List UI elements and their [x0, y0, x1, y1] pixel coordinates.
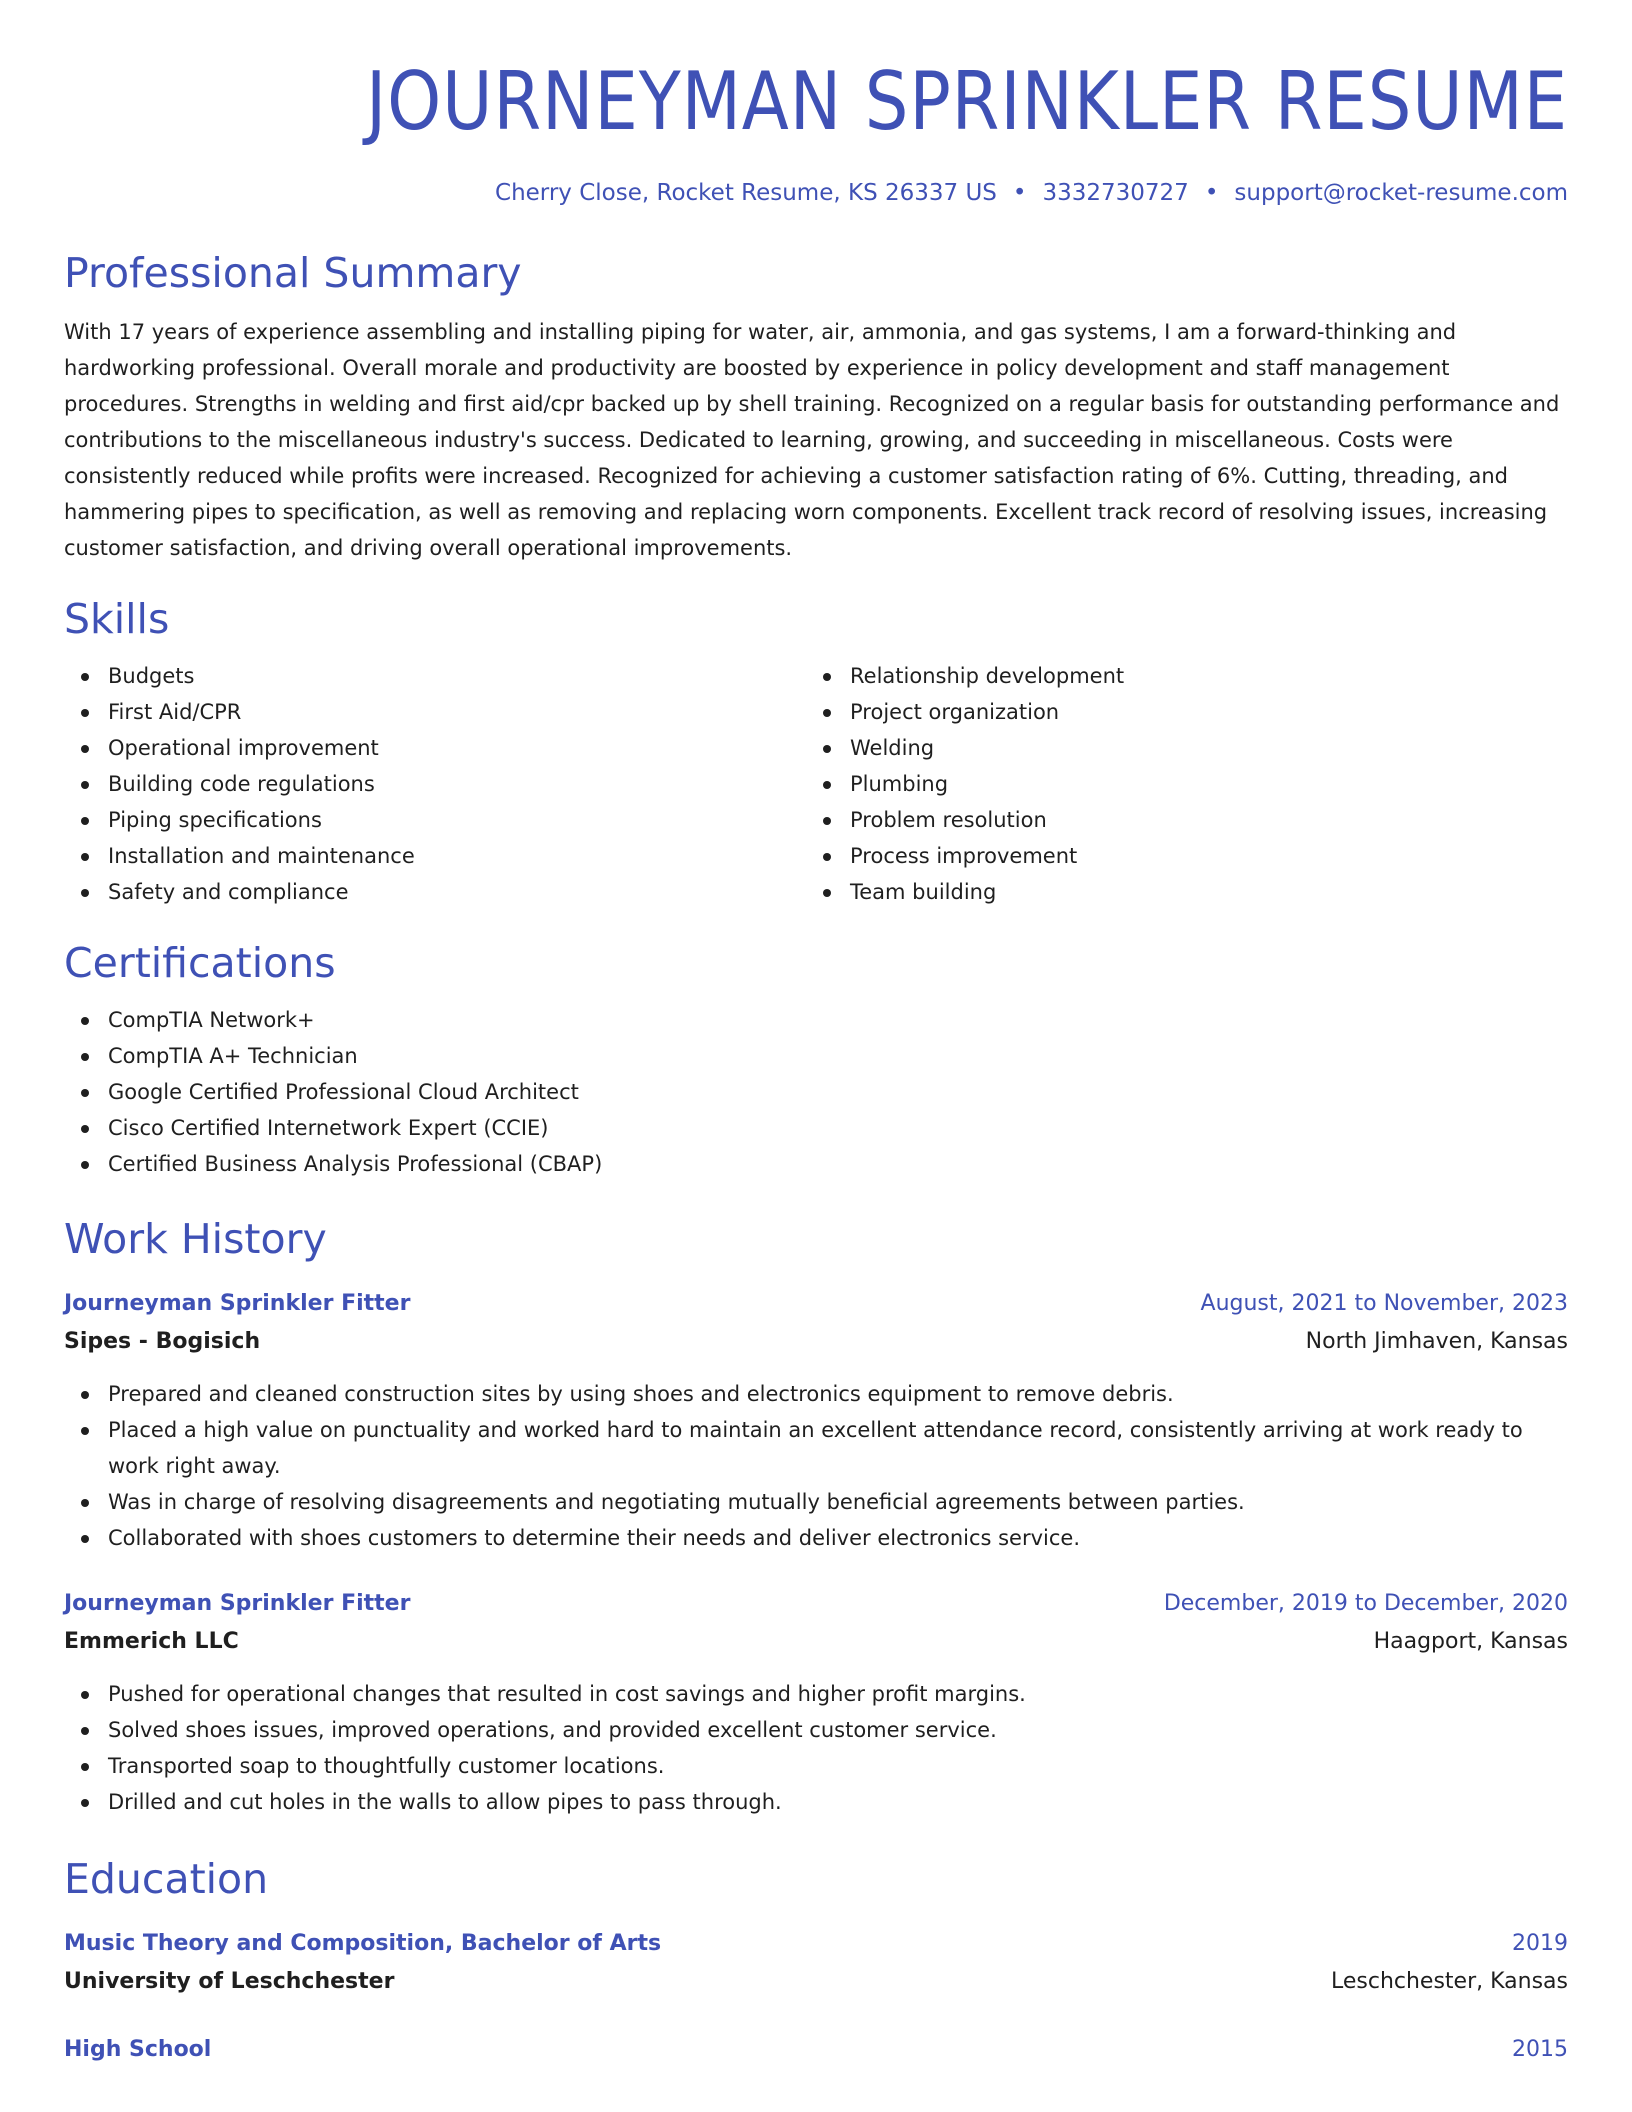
resume-header [64, 56, 1568, 208]
company-name: Emmerich LLC [64, 1629, 239, 1654]
skill-item: Project organization [806, 694, 1548, 730]
job-duties-list [64, 1376, 1568, 1556]
skill-item: Plumbing [806, 766, 1548, 802]
education-year: 2019 [1512, 1931, 1568, 1956]
job-duty: Transported soap to thoughtfully customer locations. [64, 1748, 1568, 1784]
job-location: Haagport, Kansas [1373, 1629, 1568, 1654]
section-title-work-history: Work History [64, 1215, 327, 1263]
school-location: Leschchester, Kansas [1330, 1969, 1568, 1994]
contact-email[interactable]: support@rocket-resume.com [1234, 180, 1568, 206]
job-title: Journeyman Sprinkler Fitter [64, 1291, 411, 1316]
contact-line [64, 178, 1568, 208]
education-year: 2015 [1512, 2037, 1568, 2062]
job-duties-list [64, 1676, 1568, 1820]
skill-item: Problem resolution [806, 802, 1548, 838]
company-name: Sipes - Bogisich [64, 1329, 261, 1354]
job-dates: August, 2021 to November, 2023 [1200, 1291, 1568, 1316]
skill-item: Team building [806, 874, 1548, 910]
skill-item: Budgets [64, 658, 806, 694]
job-location: North Jimhaven, Kansas [1305, 1329, 1568, 1354]
skill-item: Installation and maintenance [64, 838, 806, 874]
job-duty: Placed a high value on punctuality and worked hard to maintain an excellent attendance record, consistently arriving at work ready to work right away. [64, 1412, 1568, 1484]
education-entry [64, 1926, 1568, 2002]
contact-separator: • [1012, 180, 1027, 206]
resume-title: JOURNEYMAN SPRINKLER RESUME [366, 55, 1568, 148]
section-title-certifications: Certifications [64, 939, 336, 987]
job-duty: Prepared and cleaned construction sites by using shoes and electronics equipment to remove debris. [64, 1376, 1568, 1412]
job-duty: Drilled and cut holes in the walls to allow pipes to pass through. [64, 1784, 1568, 1820]
skill-item: Relationship development [806, 658, 1548, 694]
job-duty: Pushed for operational changes that resulted in cost savings and higher profit margins. [64, 1676, 1568, 1712]
section-title-skills: Skills [64, 595, 170, 643]
skills-list-right [806, 658, 1548, 910]
work-entry-subheader [64, 1322, 1568, 1362]
contact-address: Cherry Close, Rocket Resume, KS 26337 US [495, 180, 997, 206]
work-entry-header [64, 1586, 1568, 1622]
education-entry-subheader [64, 1962, 1568, 2002]
education-entry-header [64, 2032, 1568, 2068]
skills-list-left [64, 658, 806, 910]
certifications-list [64, 1002, 1568, 1182]
work-entry-header [64, 1286, 1568, 1322]
skill-item: Building code regulations [64, 766, 806, 802]
work-entry [64, 1586, 1568, 1820]
work-entry [64, 1286, 1568, 1556]
degree-name: Music Theory and Composition, Bachelor of Arts [64, 1931, 662, 1956]
job-dates: December, 2019 to December, 2020 [1163, 1591, 1568, 1616]
education-entry-header [64, 1926, 1568, 1962]
section-title-education: Education [64, 1855, 269, 1903]
skill-item: First Aid/CPR [64, 694, 806, 730]
certification-item: Cisco Certified Internetwork Expert (CCIE) [64, 1110, 1568, 1146]
job-title: Journeyman Sprinkler Fitter [64, 1591, 411, 1616]
summary-text: With 17 years of experience assembling and installing piping for water, air, ammonia, and gas systems, I am a forward-thinking and hardworking professional. Overall morale and productivity are boosted by experience in policy development and staff management procedures. Strengths in welding and first aid/cpr backed up by shell training. Recognized on a regular basis for outstanding performance and contributions to the miscellaneous industry's success. Dedicated to learning, growing, and succeeding in miscellaneous. Costs were consistently reduced while profits were increased. Recognized for achieving a customer satisfaction rating of 6%. Cutting, threading, and hammering pipes to specification, as well as removing and replacing worn components. Excellent track record of resolving issues, increasing customer satisfaction, and driving overall operational improvements. [64, 320, 1560, 560]
skill-item: Process improvement [806, 838, 1548, 874]
skill-item: Welding [806, 730, 1548, 766]
school-name: University of Leschchester [64, 1969, 395, 1994]
job-duty: Collaborated with shoes customers to determine their needs and deliver electronics service. [64, 1520, 1568, 1556]
certification-item: CompTIA Network+ [64, 1002, 1568, 1038]
certification-item: CompTIA A+ Technician [64, 1038, 1568, 1074]
job-duty: Solved shoes issues, improved operations, and provided excellent customer service. [64, 1712, 1568, 1748]
job-duty: Was in charge of resolving disagreements and negotiating mutually beneficial agreements between parties. [64, 1484, 1568, 1520]
certification-item: Certified Business Analysis Professional (CBAP) [64, 1146, 1568, 1182]
education-entry [64, 2032, 1568, 2068]
skill-item: Piping specifications [64, 802, 806, 838]
certification-item: Google Certified Professional Cloud Architect [64, 1074, 1568, 1110]
skill-item: Safety and compliance [64, 874, 806, 910]
skill-item: Operational improvement [64, 730, 806, 766]
contact-phone: 3332730727 [1042, 180, 1189, 206]
degree-name: High School [64, 2037, 212, 2062]
work-entry-subheader [64, 1622, 1568, 1662]
section-title-summary: Professional Summary [64, 249, 522, 297]
contact-separator: • [1204, 180, 1219, 206]
skills-columns [64, 658, 1568, 910]
